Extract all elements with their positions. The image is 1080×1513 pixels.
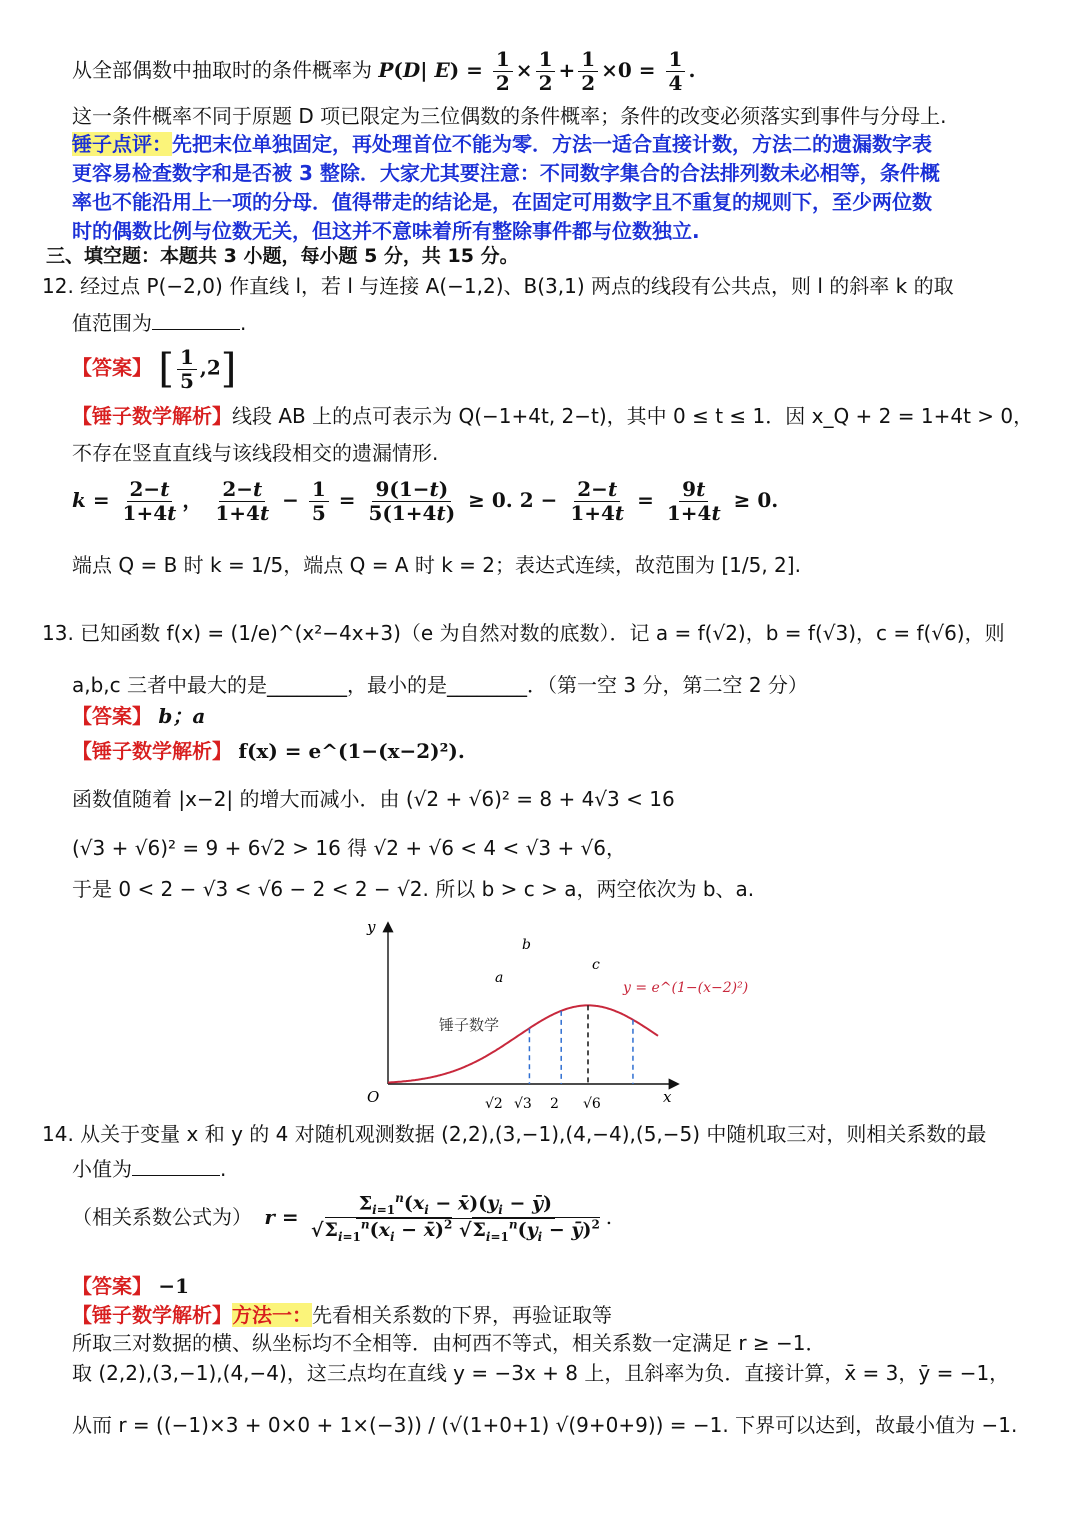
comment-line: 先把末位单独固定，再处理首位不能为零．方法一适合直接计数，方法二的遗漏数字表	[172, 132, 932, 156]
comment-line: 率也不能沿用上一项的分母．值得带走的结论是，在固定可用数字且不重复的规则下，至少两位数	[72, 190, 932, 214]
comment-line: 更容易检查数字和是否被 3 整除．大家尤其要注意：不同数字集合的合法排列数未必相等，条件概	[72, 161, 940, 185]
q13-analysis-4: 于是 0 < 2 − √3 < √6 − 2 < 2 − √2. 所以 b > c > a，两空依次为 b、a.	[72, 877, 755, 901]
q14-analysis-1: 所取三对数据的横、纵坐标均不全相等．由柯西不等式，相关系数一定满足 r ≥ −1．	[72, 1331, 826, 1355]
analysis-label: 【锤子数学解析】	[72, 739, 232, 763]
analysis-label: 【锤子数学解析】	[72, 1303, 232, 1327]
q12-stem-1	[42, 273, 1040, 300]
q14-answer: 【答案】 −1	[72, 1274, 190, 1298]
analysis-label: 【锤子数学解析】	[72, 404, 232, 428]
q13-stem-text: 已知函数 f(x) = (1/e)^(x²−4x+3)（e 为自然对数的底数）．记 a = f(√2)，b = f(√3)，c = f(√6)，则	[80, 621, 1005, 645]
q12-stem-text: 经过点 P(−2,0) 作直线 l，若 l 与连接 A(−1,2)、B(3,1) 两点的线段有公共点，则 l 的斜率 k 的取	[80, 274, 954, 298]
point-b-label: b	[522, 937, 531, 953]
watermark: 锤子数学	[439, 1016, 500, 1034]
comment-line: 时的偶数比例与位数无关，但这并不意味着所有整除事件都与位数独立.	[72, 219, 700, 243]
q13-stem-1	[42, 620, 1040, 647]
q12-number: 12.	[42, 274, 74, 298]
q13-stem-2: a,b,c 三者中最大的是________，最小的是________．（第一空 3 分，第二空 2 分）	[72, 673, 808, 697]
q12-analysis-3: k = $\frac{2-t}{1+4t}$ ， $\frac{2-t}{1+4t}$ − $\frac{1}{5}$ = $\frac{9(1-t)}{5(1+4t)}$ ≥ 0. 2 − $\frac{2-t}{1+4t}$ = $\frac{9t}{1+4t}$ ≥ 0.	[72, 477, 779, 525]
q14-analysis-3: 从而 r = ((−1)×3 + 0×0 + 1×(−3)) / (√(1+0+1) √(9+0+9)) = −1. 下界可以达到，故最小值为 −1.	[72, 1413, 1018, 1437]
curve-label: y = e^(1−(x−2)²)	[623, 980, 749, 996]
origin-label: O	[367, 1088, 380, 1106]
prev-line-2: 这一条件概率不同于原题 D 项已限定为三位偶数的条件概率；条件的改变必须落实到事件与分母上.	[72, 104, 947, 128]
tick-2: 2	[550, 1096, 559, 1112]
comment-block	[72, 131, 1040, 245]
tick-sqrt3: √3	[514, 1096, 532, 1112]
answer-blank	[132, 1157, 220, 1176]
q12-analysis-4: 端点 Q = B 时 k = 1/5，端点 Q = A 时 k = 2；表达式连续，故范围为 [1/5, 2].	[72, 553, 801, 577]
section-title: 三、填空题：本题共 3 小题，每小题 5 分，共 15 分。	[46, 245, 519, 267]
x-axis-label: x	[663, 1088, 672, 1106]
q12-answer: 【答案】 [ $\frac{1}{5}$ ,2]	[72, 344, 237, 393]
curve	[388, 1005, 658, 1082]
q13-analysis-3: (√3 + √6)² = 9 + 6√2 > 16 得 √2 + √6 < 4 < √3 + √6，	[72, 836, 627, 860]
q13-analysis-2: 函数值随着 |x−2| 的增大而减小．由 (√2 + √6)² = 8 + 4√3 < 16	[72, 787, 675, 811]
tick-sqrt6: √6	[583, 1096, 601, 1112]
method-label: 方法一：	[232, 1303, 312, 1327]
q14-stem-2: 小值为 .	[72, 1157, 227, 1181]
answer-label: 【答案】	[72, 1274, 152, 1298]
point-a-label: a	[495, 970, 504, 986]
point-c-label: c	[592, 957, 600, 973]
prev-line-1: 从全部偶数中抽取时的条件概率为 P(D| E) = $\frac{1}{2}$ × $\frac{1}{2}$ + $\frac{1}{2}$ ×0 = $\frac{1}{4}$ .	[72, 47, 696, 95]
q14-number: 14.	[42, 1122, 74, 1146]
function-graph	[355, 912, 749, 1117]
q14-analysis-2: 取 (2,2),(3,−1),(4,−4)，这三点均在直线 y = −3x + 8 上，且斜率为负．直接计算，x̄ = 3，ȳ = −1，	[72, 1361, 1010, 1385]
q12-analysis-2: 不存在竖直直线与该线段相交的遗漏情形.	[72, 441, 439, 465]
q13-analysis-1: 【锤子数学解析】 f(x) = e^(1−(x−2)²).	[72, 739, 465, 763]
y-axis-label: y	[367, 918, 376, 936]
q13-answer: 【答案】 b；a	[72, 704, 206, 728]
tick-sqrt2: √2	[485, 1096, 503, 1112]
q14-method: 【锤子数学解析】方法一：先看相关系数的下界，再验证取等	[72, 1303, 612, 1327]
q14-formula: （相关系数公式为） r = $\frac{\Sigma_{i=1}^n(x_i - x̄)(y_i - ȳ)}{√\Sigma_{i=1}^n(x_i - x̄)^2 √\Sigma_{i=1}^n(y_i - ȳ)^2}$ .	[72, 1191, 613, 1245]
answer-blank	[152, 311, 240, 330]
comment-label: 锤子点评：	[72, 132, 172, 156]
answer-label: 【答案】	[72, 355, 152, 380]
q14-stem-1	[42, 1121, 1040, 1148]
answer-label: 【答案】	[72, 704, 152, 728]
q12-stem-2: 值范围为 .	[72, 311, 247, 335]
q14-stem-text: 从关于变量 x 和 y 的 4 对随机观测数据 (2,2),(3,−1),(4,−4),(5,−5) 中随机取三对，则相关系数的最	[80, 1122, 987, 1146]
q12-analysis-1: 【锤子数学解析】线段 AB 上的点可表示为 Q(−1+4t, 2−t)，其中 0 ≤ t ≤ 1．因 x_Q + 2 = 1+4t > 0，	[72, 404, 1034, 428]
q13-number: 13.	[42, 621, 74, 645]
